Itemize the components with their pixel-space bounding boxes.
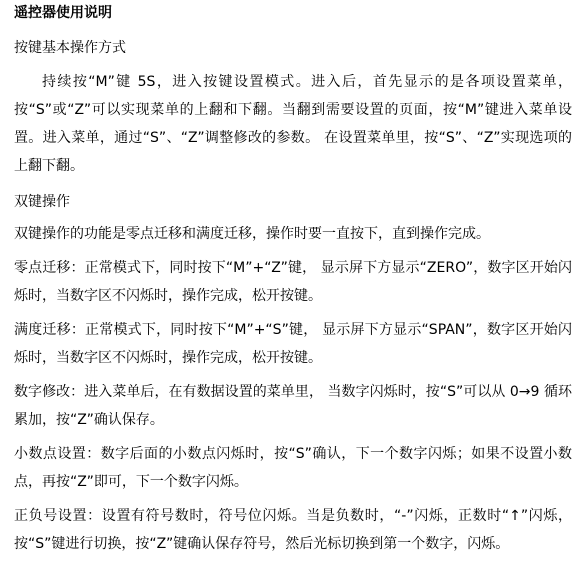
sign-setting-paragraph: 正负号设置：设置有符号数时，符号位闪烁。当是负数时，“-”闪烁，正数时“↑”闪烁，按“S”键进行切换，按“Z”键确认保存符号，然后光标切换到第一个数字，闪烁。 <box>14 508 572 552</box>
zero-migration-paragraph: 零点迁移：正常模式下，同时按下“M”+“Z”键， 显示屏下方显示“ZERO”，数字区开始闪烁时，当数字区不闪烁时，操作完成，松开按键。 <box>14 260 572 304</box>
document-title: 遥控器使用说明 <box>14 5 112 21</box>
document-body <box>14 0 572 558</box>
span-migration-paragraph: 满度迁移：正常模式下，同时按下“M”+“S”键， 显示屏下方显示“SPAN”，数字区开始闪烁时，当数字区不闪烁时，操作完成，松开按键。 <box>14 322 572 366</box>
basic-operation-paragraph: 持续按“M”键 5S，进入按键设置模式。进入后，首先显示的是各项设置菜单，按“S”或“Z”可以实现菜单的上翻和下翻。当翻到需要设置的页面，按“M”键进入菜单设置。进入菜单，通过“S”、“Z”调整修改的参数。 在设置菜单里，按“S”、“Z”实现选项的上翻下翻。 <box>14 74 572 174</box>
section-heading-dual-key: 双键操作 <box>14 194 70 210</box>
decimal-setting-paragraph: 小数点设置：数字后面的小数点闪烁时，按“S”确认，下一个数字闪烁；如果不设置小数点，再按“Z”即可，下一个数字闪烁。 <box>14 446 572 490</box>
section-heading-basic-operation: 按键基本操作方式 <box>14 40 126 56</box>
number-edit-paragraph: 数字修改：进入菜单后，在有数据设置的菜单里， 当数字闪烁时，按“S”可以从 0→9 循环累加，按“Z”确认保存。 <box>14 384 572 428</box>
dual-key-intro-paragraph: 双键操作的功能是零点迁移和满度迁移，操作时要一直按下，直到操作完成。 <box>14 226 490 242</box>
